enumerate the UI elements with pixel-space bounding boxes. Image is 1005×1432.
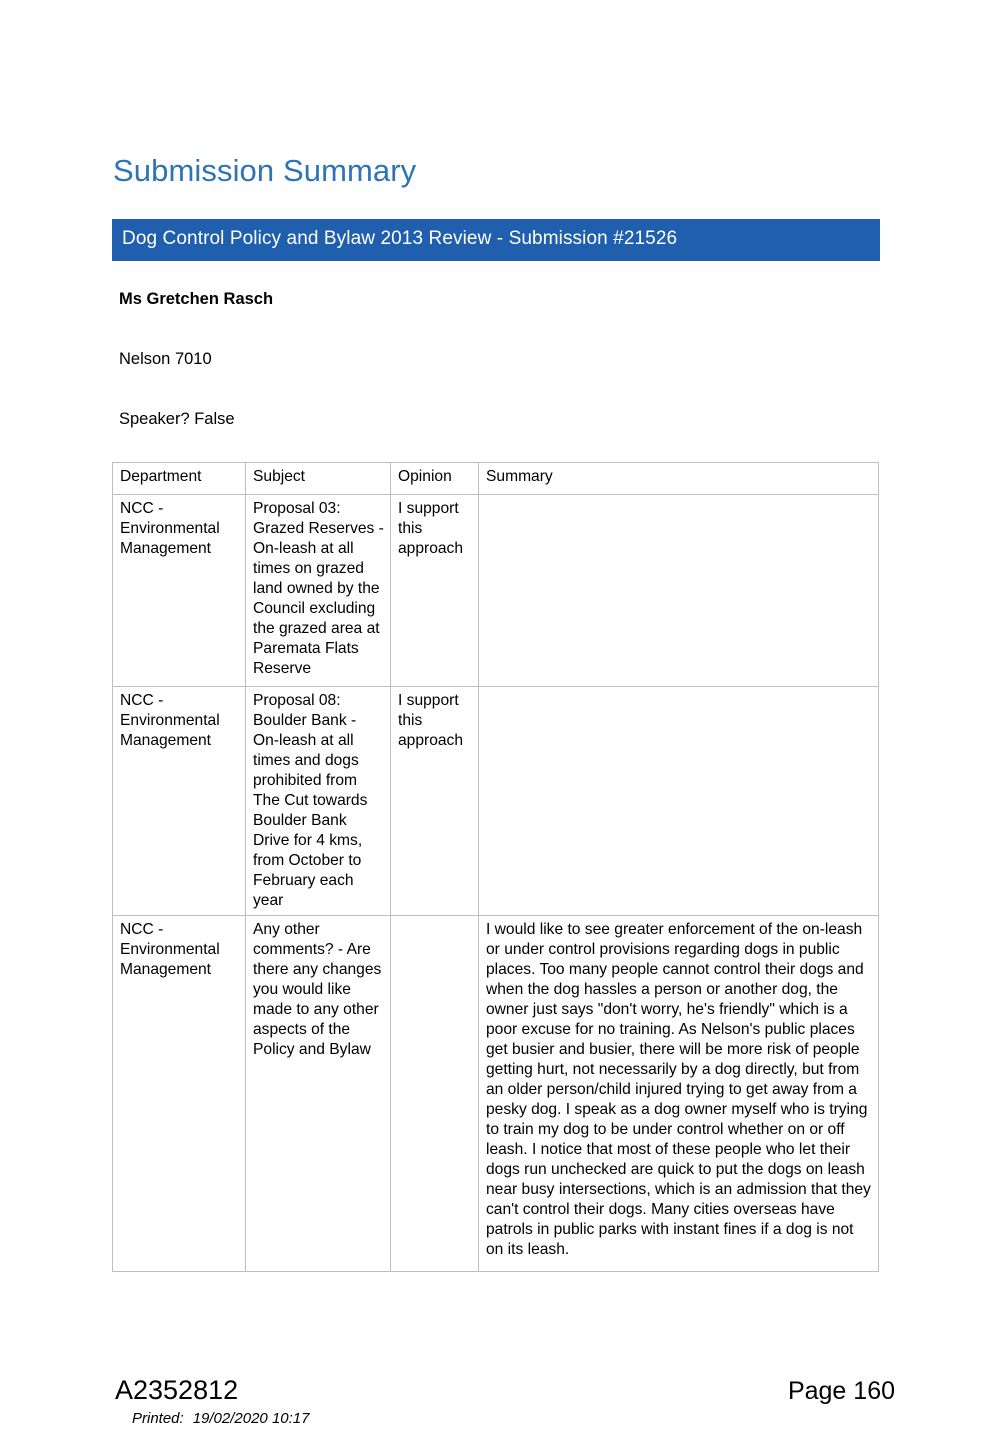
- cell-summary: [479, 495, 879, 687]
- cell-opinion: [391, 916, 479, 1272]
- cell-department: NCC - Environmental Management: [113, 916, 246, 1272]
- footer-printed-value: 19/02/2020 10:17: [192, 1410, 310, 1427]
- submitter-address: Nelson 7010: [119, 350, 212, 368]
- cell-opinion: I support this approach: [391, 495, 479, 687]
- submitter-speaker-status: Speaker? False: [119, 410, 235, 428]
- footer-page-number: Page 160: [787, 1377, 895, 1405]
- submission-banner: [112, 219, 880, 261]
- cell-opinion: I support this approach: [391, 687, 479, 916]
- page-title: Submission Summary: [113, 153, 417, 188]
- table-header-row: [113, 463, 879, 495]
- cell-subject: Proposal 03: Grazed Reserves - On-leash at all times on grazed land owned by the Council excluding the grazed area at Paremata Flats Reserve: [246, 495, 391, 687]
- column-header-opinion: Opinion: [391, 463, 479, 495]
- footer-printed-label: Printed:: [132, 1410, 184, 1427]
- column-header-subject: Subject: [246, 463, 391, 495]
- table-row: [113, 916, 879, 1272]
- submission-banner-label: Dog Control Policy and Bylaw 2013 Review - Submission #21526: [122, 228, 678, 249]
- table-row: [113, 495, 879, 687]
- footer-reference: A2352812: [115, 1375, 239, 1405]
- cell-subject: Proposal 08: Boulder Bank - On-leash at all times and dogs prohibited from The Cut towards Boulder Bank Drive for 4 kms, from October to February each year: [246, 687, 391, 916]
- cell-summary: I would like to see greater enforcement of the on-leash or under control provisions regarding dogs in public places. Too many people cannot control their dogs and when the dog hassles a person or another dog, the owner just says "don't worry, he's friendly" which is a poor excuse for no training. As Nelson's public places get busier and busier, there will be more risk of people getting hurt, not necessarily by a dog directly, but from an older person/child injured trying to get away from a pesky dog. I speak as a dog owner myself who is trying to train my dog to be under control whether on or off leash. I notice that most of these people who let their dogs run unchecked are quick to put the dogs on leash near busy intersections, which is an admission that they can't control their dogs. Many cities overseas have patrols in public parks with instant fines if a dog is not on its leash.: [479, 916, 879, 1272]
- cell-summary: [479, 687, 879, 916]
- cell-department: NCC - Environmental Management: [113, 495, 246, 687]
- footer-printed: [132, 1411, 309, 1428]
- cell-subject: Any other comments? - Are there any changes you would like made to any other aspects of the Policy and Bylaw: [246, 916, 391, 1272]
- column-header-department: Department: [113, 463, 246, 495]
- submitter-name: Ms Gretchen Rasch: [119, 290, 274, 308]
- submission-table: [112, 462, 879, 1272]
- table-row: [113, 687, 879, 916]
- column-header-summary: Summary: [479, 463, 879, 495]
- cell-department: NCC - Environmental Management: [113, 687, 246, 916]
